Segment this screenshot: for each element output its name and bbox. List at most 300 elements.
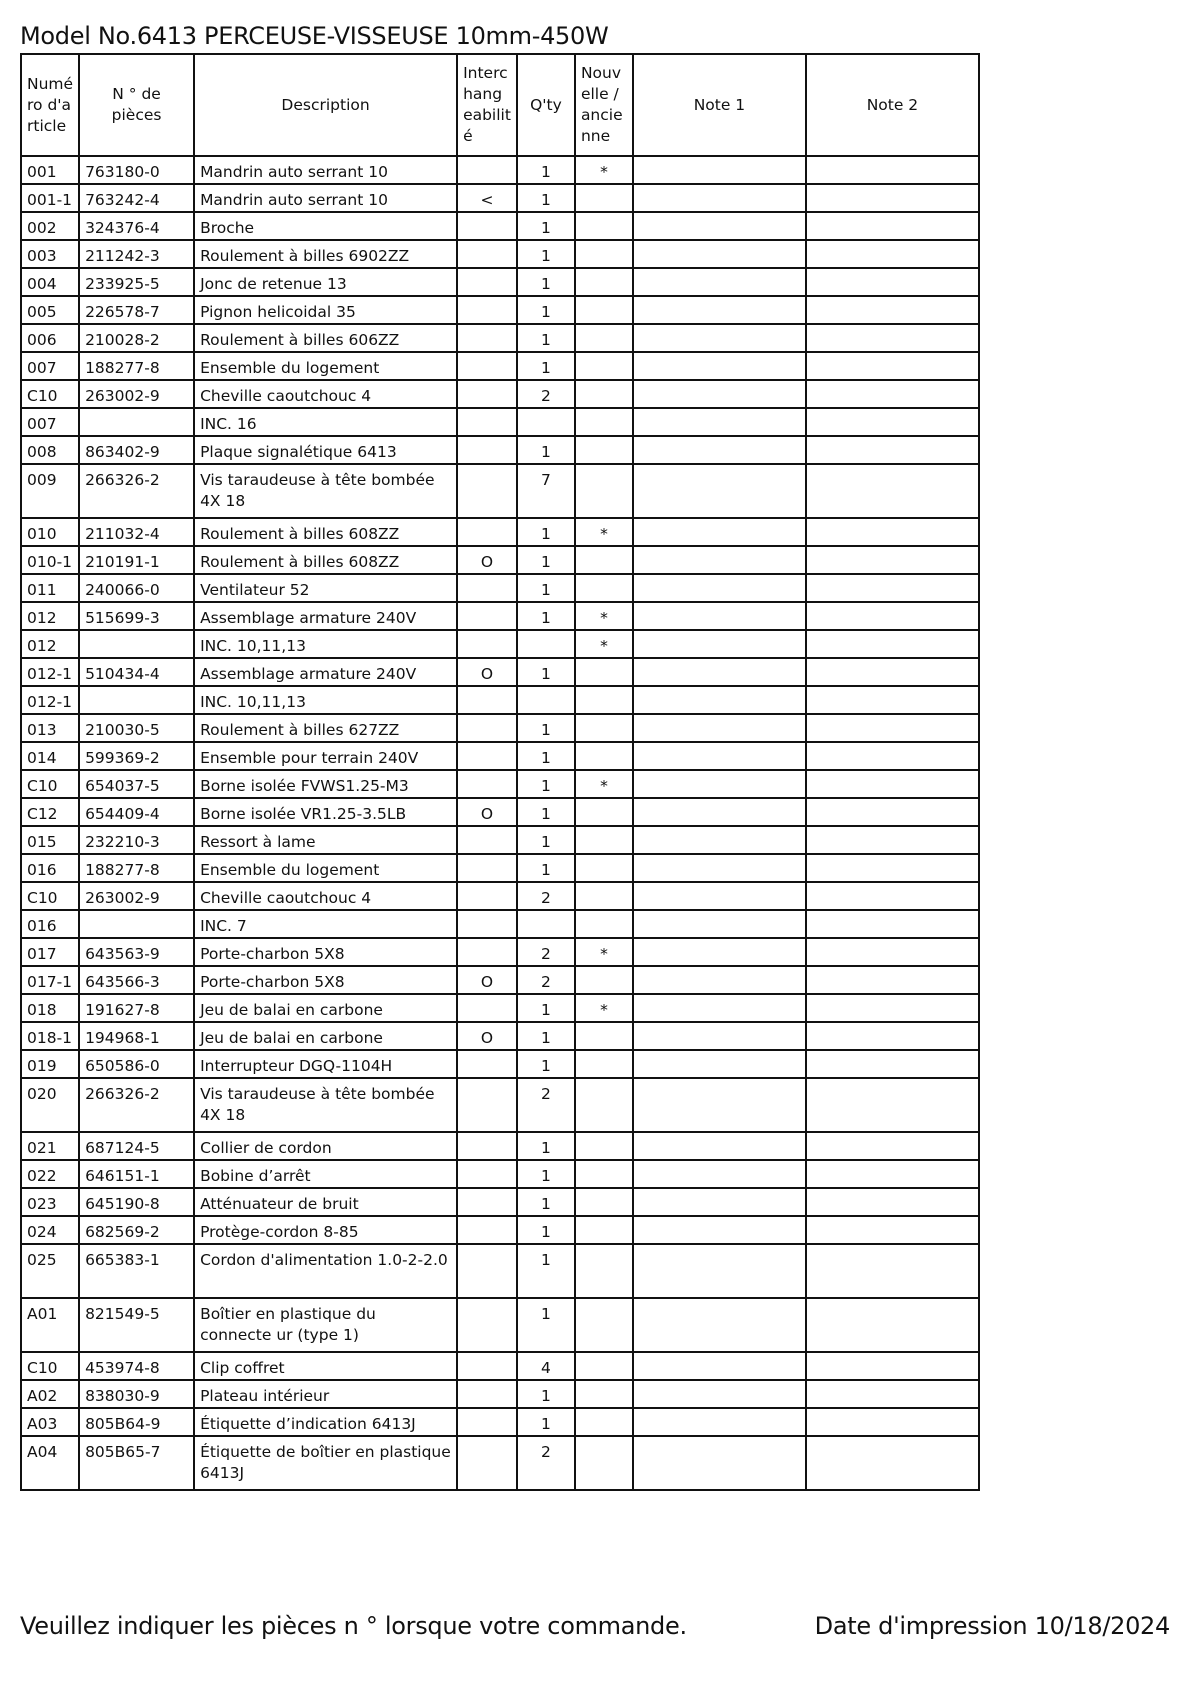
table-row	[21, 1050, 979, 1078]
table-row	[21, 156, 979, 184]
cell-note-2	[806, 1216, 979, 1244]
cell-note-2	[806, 1022, 979, 1050]
cell-part-no: 240066-0	[79, 574, 194, 602]
cell-note-1	[633, 1132, 806, 1160]
table-row	[21, 546, 979, 574]
table-row	[21, 464, 979, 518]
cell-qty: 1	[517, 770, 575, 798]
cell-qty: 7	[517, 464, 575, 518]
cell-new-old	[575, 826, 633, 854]
cell-new-old	[575, 686, 633, 714]
cell-note-1	[633, 854, 806, 882]
cell-note-1	[633, 602, 806, 630]
cell-part-no: 654409-4	[79, 798, 194, 826]
cell-note-1	[633, 1436, 806, 1490]
cell-item-no: 007	[21, 352, 79, 380]
cell-interchangeability	[457, 1160, 517, 1188]
cell-item-no: 012-1	[21, 658, 79, 686]
cell-interchangeability	[457, 1380, 517, 1408]
cell-qty: 2	[517, 882, 575, 910]
cell-description: INC. 7	[194, 910, 457, 938]
cell-note-2	[806, 630, 979, 658]
cell-note-2	[806, 1078, 979, 1132]
table-row	[21, 1352, 979, 1380]
cell-item-no: 014	[21, 742, 79, 770]
cell-part-no: 510434-4	[79, 658, 194, 686]
cell-interchangeability	[457, 910, 517, 938]
cell-note-1	[633, 1298, 806, 1352]
cell-note-1	[633, 742, 806, 770]
cell-qty: 1	[517, 240, 575, 268]
cell-qty: 1	[517, 1408, 575, 1436]
cell-note-2	[806, 854, 979, 882]
cell-item-no: A02	[21, 1380, 79, 1408]
header-note-1: Note 1	[633, 54, 806, 156]
cell-part-no: 821549-5	[79, 1298, 194, 1352]
cell-interchangeability	[457, 408, 517, 436]
table-row	[21, 1216, 979, 1244]
cell-note-2	[806, 742, 979, 770]
cell-qty	[517, 630, 575, 658]
table-row	[21, 742, 979, 770]
cell-interchangeability	[457, 994, 517, 1022]
cell-new-old	[575, 658, 633, 686]
cell-part-no: 266326-2	[79, 464, 194, 518]
cell-description: Jeu de balai en carbone	[194, 1022, 457, 1050]
cell-new-old	[575, 212, 633, 240]
cell-new-old: *	[575, 630, 633, 658]
table-row	[21, 574, 979, 602]
cell-note-2	[806, 1244, 979, 1298]
cell-part-no: 650586-0	[79, 1050, 194, 1078]
cell-note-2	[806, 518, 979, 546]
cell-note-1	[633, 518, 806, 546]
cell-interchangeability	[457, 770, 517, 798]
cell-description: Roulement à billes 627ZZ	[194, 714, 457, 742]
cell-description: Pignon helicoidal 35	[194, 296, 457, 324]
cell-item-no: 018-1	[21, 1022, 79, 1050]
cell-qty: 1	[517, 1188, 575, 1216]
cell-new-old	[575, 380, 633, 408]
cell-interchangeability	[457, 156, 517, 184]
cell-note-2	[806, 436, 979, 464]
cell-item-no: 016	[21, 854, 79, 882]
table-row	[21, 268, 979, 296]
cell-description: Clip coffret	[194, 1352, 457, 1380]
cell-description: Atténuateur de bruit	[194, 1188, 457, 1216]
cell-new-old	[575, 910, 633, 938]
cell-interchangeability	[457, 1216, 517, 1244]
cell-new-old: *	[575, 156, 633, 184]
cell-new-old	[575, 882, 633, 910]
cell-qty	[517, 408, 575, 436]
cell-item-no: 024	[21, 1216, 79, 1244]
cell-qty	[517, 910, 575, 938]
cell-item-no: 019	[21, 1050, 79, 1078]
cell-note-2	[806, 1050, 979, 1078]
cell-note-1	[633, 1244, 806, 1298]
cell-note-1	[633, 966, 806, 994]
cell-description: Ventilateur 52	[194, 574, 457, 602]
cell-item-no: C12	[21, 798, 79, 826]
cell-note-1	[633, 1216, 806, 1244]
cell-new-old	[575, 714, 633, 742]
cell-part-no: 266326-2	[79, 1078, 194, 1132]
cell-note-1	[633, 240, 806, 268]
cell-description: Roulement à billes 608ZZ	[194, 546, 457, 574]
cell-note-2	[806, 380, 979, 408]
cell-qty: 1	[517, 546, 575, 574]
cell-note-1	[633, 156, 806, 184]
cell-new-old	[575, 742, 633, 770]
cell-note-2	[806, 966, 979, 994]
cell-note-2	[806, 1188, 979, 1216]
cell-description: INC. 10,11,13	[194, 630, 457, 658]
header-qty: Q'ty	[517, 54, 575, 156]
table-row	[21, 602, 979, 630]
cell-interchangeability	[457, 436, 517, 464]
table-row	[21, 1244, 979, 1298]
cell-item-no: A01	[21, 1298, 79, 1352]
cell-item-no: 015	[21, 826, 79, 854]
cell-note-1	[633, 1050, 806, 1078]
cell-note-1	[633, 1160, 806, 1188]
table-row	[21, 910, 979, 938]
cell-description: Mandrin auto serrant 10	[194, 156, 457, 184]
cell-interchangeability	[457, 352, 517, 380]
table-row	[21, 1298, 979, 1352]
cell-part-no	[79, 408, 194, 436]
cell-interchangeability	[457, 1050, 517, 1078]
cell-note-1	[633, 1380, 806, 1408]
cell-interchangeability	[457, 324, 517, 352]
cell-note-2	[806, 798, 979, 826]
cell-interchangeability	[457, 1244, 517, 1298]
cell-new-old	[575, 352, 633, 380]
cell-new-old: *	[575, 602, 633, 630]
cell-new-old	[575, 408, 633, 436]
cell-note-2	[806, 910, 979, 938]
cell-note-2	[806, 826, 979, 854]
cell-note-2	[806, 1132, 979, 1160]
cell-new-old	[575, 464, 633, 518]
table-row	[21, 1132, 979, 1160]
cell-part-no: 763242-4	[79, 184, 194, 212]
cell-part-no: 210030-5	[79, 714, 194, 742]
page-title: Model No.6413 PERCEUSE-VISSEUSE 10mm-450W	[20, 22, 609, 50]
cell-note-2	[806, 602, 979, 630]
cell-interchangeability	[457, 742, 517, 770]
cell-qty: 1	[517, 518, 575, 546]
cell-interchangeability	[457, 212, 517, 240]
table-row	[21, 630, 979, 658]
cell-note-2	[806, 1380, 979, 1408]
table-row	[21, 1022, 979, 1050]
cell-part-no: 210028-2	[79, 324, 194, 352]
cell-interchangeability	[457, 630, 517, 658]
cell-note-2	[806, 1298, 979, 1352]
cell-item-no: 008	[21, 436, 79, 464]
cell-item-no: 009	[21, 464, 79, 518]
cell-part-no: 453974-8	[79, 1352, 194, 1380]
cell-qty: 2	[517, 1078, 575, 1132]
cell-description: Interrupteur DGQ-1104H	[194, 1050, 457, 1078]
table-row	[21, 324, 979, 352]
cell-qty: 1	[517, 994, 575, 1022]
table-row	[21, 798, 979, 826]
cell-item-no: 010-1	[21, 546, 79, 574]
header-item-no: Numé ro d'a rticle	[21, 54, 79, 156]
cell-description: Porte-charbon 5X8	[194, 938, 457, 966]
cell-description: Assemblage armature 240V	[194, 658, 457, 686]
cell-note-2	[806, 938, 979, 966]
cell-qty: 1	[517, 742, 575, 770]
cell-item-no: 022	[21, 1160, 79, 1188]
cell-part-no: 263002-9	[79, 380, 194, 408]
cell-interchangeability	[457, 1188, 517, 1216]
cell-description: Cheville caoutchouc 4	[194, 882, 457, 910]
parts-table	[20, 53, 980, 1491]
cell-item-no: 020	[21, 1078, 79, 1132]
cell-item-no: C10	[21, 1352, 79, 1380]
cell-part-no: 863402-9	[79, 436, 194, 464]
cell-new-old	[575, 1132, 633, 1160]
cell-description: Boîtier en plastique du connecte ur (type 1)	[194, 1298, 457, 1352]
cell-description: Borne isolée VR1.25-3.5LB	[194, 798, 457, 826]
cell-note-1	[633, 686, 806, 714]
table-row	[21, 436, 979, 464]
cell-qty: 1	[517, 1132, 575, 1160]
cell-note-1	[633, 574, 806, 602]
cell-qty: 1	[517, 1244, 575, 1298]
cell-item-no: 007	[21, 408, 79, 436]
cell-new-old	[575, 240, 633, 268]
cell-new-old	[575, 1078, 633, 1132]
cell-description: Assemblage armature 240V	[194, 602, 457, 630]
cell-note-1	[633, 296, 806, 324]
cell-item-no: C10	[21, 770, 79, 798]
cell-qty: 1	[517, 324, 575, 352]
cell-qty: 4	[517, 1352, 575, 1380]
table-row	[21, 1380, 979, 1408]
cell-part-no	[79, 686, 194, 714]
cell-note-2	[806, 408, 979, 436]
table-row	[21, 1160, 979, 1188]
cell-qty: 1	[517, 156, 575, 184]
cell-description: Bobine d’arrêt	[194, 1160, 457, 1188]
cell-note-1	[633, 268, 806, 296]
cell-item-no: 010	[21, 518, 79, 546]
cell-description: Ensemble pour terrain 240V	[194, 742, 457, 770]
cell-item-no: 018	[21, 994, 79, 1022]
cell-new-old	[575, 1298, 633, 1352]
table-row	[21, 994, 979, 1022]
cell-interchangeability	[457, 938, 517, 966]
cell-note-1	[633, 770, 806, 798]
cell-interchangeability	[457, 882, 517, 910]
cell-note-2	[806, 882, 979, 910]
cell-note-1	[633, 910, 806, 938]
cell-description: Mandrin auto serrant 10	[194, 184, 457, 212]
cell-description: Cordon d'alimentation 1.0-2-2.0	[194, 1244, 457, 1298]
cell-interchangeability	[457, 1436, 517, 1490]
cell-interchangeability	[457, 602, 517, 630]
cell-qty: 1	[517, 826, 575, 854]
cell-part-no: 665383-1	[79, 1244, 194, 1298]
cell-qty: 1	[517, 1298, 575, 1352]
cell-description: Étiquette de boîtier en plastique 6413J	[194, 1436, 457, 1490]
cell-item-no: 012	[21, 602, 79, 630]
cell-part-no: 643563-9	[79, 938, 194, 966]
table-row	[21, 826, 979, 854]
header-new-old: Nouv elle / ancie nne	[575, 54, 633, 156]
cell-item-no: 021	[21, 1132, 79, 1160]
cell-description: Étiquette d’indication 6413J	[194, 1408, 457, 1436]
cell-note-1	[633, 380, 806, 408]
cell-description: Roulement à billes 6902ZZ	[194, 240, 457, 268]
cell-description: Ressort à lame	[194, 826, 457, 854]
cell-description: Vis taraudeuse à tête bombée 4X 18	[194, 464, 457, 518]
cell-interchangeability: O	[457, 546, 517, 574]
cell-qty: 1	[517, 574, 575, 602]
cell-note-1	[633, 994, 806, 1022]
cell-part-no: 263002-9	[79, 882, 194, 910]
cell-note-1	[633, 938, 806, 966]
cell-interchangeability	[457, 686, 517, 714]
cell-qty: 1	[517, 1022, 575, 1050]
cell-new-old	[575, 268, 633, 296]
cell-new-old	[575, 966, 633, 994]
cell-new-old: *	[575, 518, 633, 546]
cell-new-old	[575, 1160, 633, 1188]
cell-note-2	[806, 686, 979, 714]
cell-description: INC. 10,11,13	[194, 686, 457, 714]
cell-new-old	[575, 798, 633, 826]
cell-note-1	[633, 212, 806, 240]
cell-item-no: A04	[21, 1436, 79, 1490]
cell-note-2	[806, 714, 979, 742]
cell-part-no: 763180-0	[79, 156, 194, 184]
cell-note-1	[633, 882, 806, 910]
table-row	[21, 966, 979, 994]
table-row	[21, 658, 979, 686]
cell-description: INC. 16	[194, 408, 457, 436]
header-note-2: Note 2	[806, 54, 979, 156]
cell-note-1	[633, 408, 806, 436]
cell-part-no: 599369-2	[79, 742, 194, 770]
table-header-row	[21, 54, 979, 156]
cell-qty: 1	[517, 212, 575, 240]
cell-note-2	[806, 994, 979, 1022]
cell-note-2	[806, 770, 979, 798]
cell-note-2	[806, 1436, 979, 1490]
cell-note-2	[806, 464, 979, 518]
parts-table-body	[21, 156, 979, 1490]
cell-part-no: 226578-7	[79, 296, 194, 324]
cell-qty: 1	[517, 854, 575, 882]
table-row	[21, 770, 979, 798]
cell-new-old	[575, 1022, 633, 1050]
cell-note-1	[633, 798, 806, 826]
cell-note-1	[633, 546, 806, 574]
cell-interchangeability	[457, 296, 517, 324]
cell-interchangeability	[457, 380, 517, 408]
cell-item-no: 017	[21, 938, 79, 966]
cell-note-1	[633, 464, 806, 518]
table-row	[21, 882, 979, 910]
cell-interchangeability: O	[457, 1022, 517, 1050]
cell-interchangeability	[457, 518, 517, 546]
cell-description: Protège-cordon 8-85	[194, 1216, 457, 1244]
cell-description: Ensemble du logement	[194, 854, 457, 882]
cell-item-no: 012-1	[21, 686, 79, 714]
cell-note-1	[633, 324, 806, 352]
cell-new-old	[575, 1352, 633, 1380]
cell-qty: 2	[517, 938, 575, 966]
cell-new-old	[575, 1436, 633, 1490]
cell-note-1	[633, 436, 806, 464]
cell-part-no: 838030-9	[79, 1380, 194, 1408]
cell-qty: 1	[517, 184, 575, 212]
cell-note-2	[806, 268, 979, 296]
cell-note-2	[806, 184, 979, 212]
cell-item-no: 013	[21, 714, 79, 742]
cell-note-1	[633, 184, 806, 212]
cell-part-no: 805B64-9	[79, 1408, 194, 1436]
cell-note-2	[806, 212, 979, 240]
cell-item-no: 002	[21, 212, 79, 240]
table-row	[21, 296, 979, 324]
cell-note-2	[806, 324, 979, 352]
cell-note-2	[806, 296, 979, 324]
cell-description: Roulement à billes 608ZZ	[194, 518, 457, 546]
cell-item-no: 001	[21, 156, 79, 184]
cell-note-2	[806, 352, 979, 380]
cell-qty: 1	[517, 1216, 575, 1244]
table-row	[21, 408, 979, 436]
cell-description: Cheville caoutchouc 4	[194, 380, 457, 408]
cell-description: Borne isolée FVWS1.25-M3	[194, 770, 457, 798]
cell-description: Broche	[194, 212, 457, 240]
table-row	[21, 184, 979, 212]
cell-part-no: 188277-8	[79, 352, 194, 380]
cell-item-no: 025	[21, 1244, 79, 1298]
cell-qty: 1	[517, 602, 575, 630]
cell-interchangeability: O	[457, 658, 517, 686]
cell-new-old	[575, 574, 633, 602]
cell-description: Vis taraudeuse à tête bombée 4X 18	[194, 1078, 457, 1132]
cell-qty: 1	[517, 1050, 575, 1078]
cell-new-old: *	[575, 770, 633, 798]
cell-qty: 1	[517, 1160, 575, 1188]
cell-interchangeability: O	[457, 966, 517, 994]
cell-part-no: 233925-5	[79, 268, 194, 296]
cell-description: Porte-charbon 5X8	[194, 966, 457, 994]
cell-new-old: *	[575, 938, 633, 966]
cell-item-no: 004	[21, 268, 79, 296]
cell-description: Jeu de balai en carbone	[194, 994, 457, 1022]
cell-interchangeability	[457, 1078, 517, 1132]
table-row	[21, 1078, 979, 1132]
cell-new-old	[575, 324, 633, 352]
cell-qty: 2	[517, 1436, 575, 1490]
table-row	[21, 854, 979, 882]
cell-part-no: 646151-1	[79, 1160, 194, 1188]
cell-description: Ensemble du logement	[194, 352, 457, 380]
table-row	[21, 240, 979, 268]
table-row	[21, 1408, 979, 1436]
cell-note-1	[633, 714, 806, 742]
